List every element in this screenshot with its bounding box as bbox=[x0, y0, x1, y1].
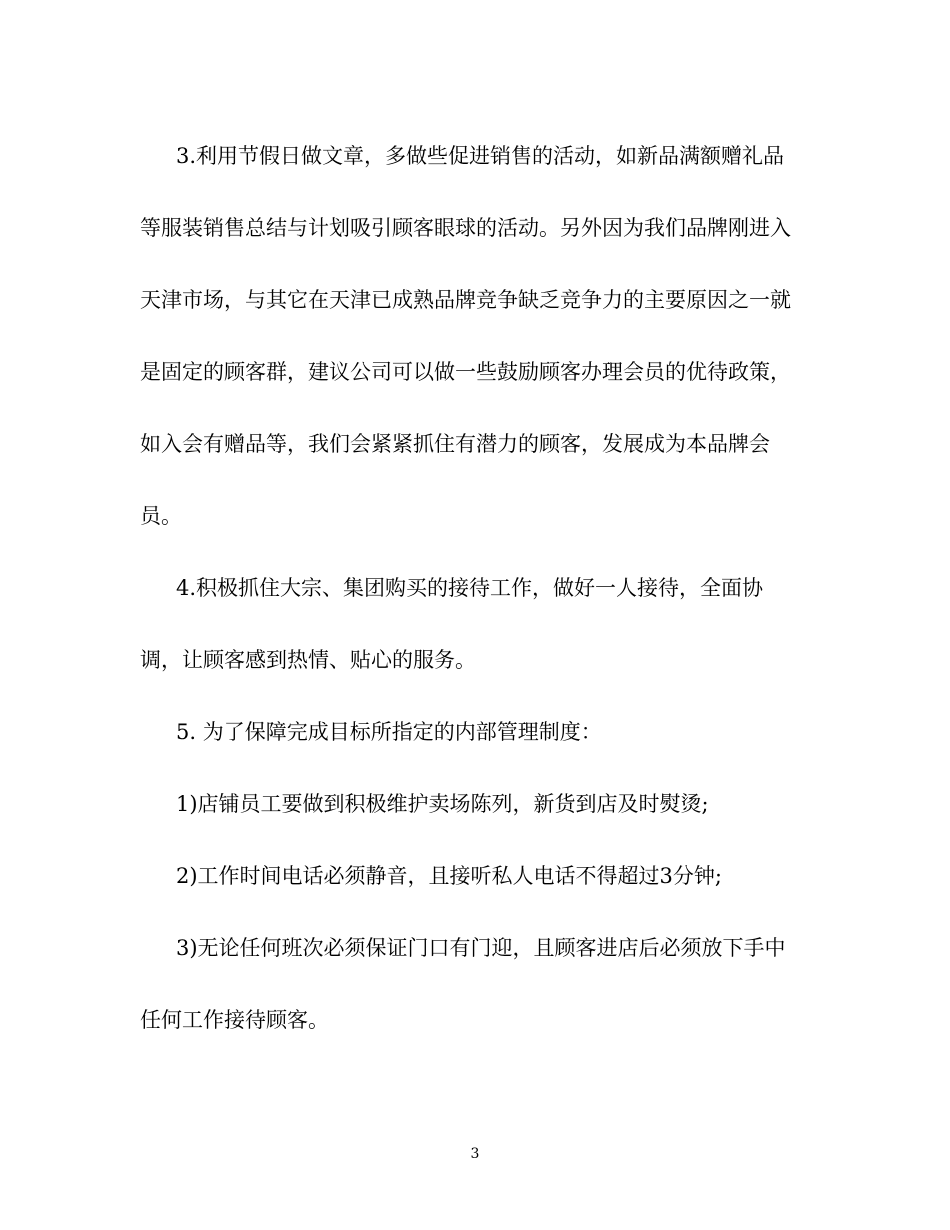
paragraph-5-heading: 5. 为了保障完成目标所指定的内部管理制度： bbox=[176, 720, 602, 744]
paragraph-4-line-1: 4.积极抓住大宗、集团购买的接待工作，做好一人接待，全面协 bbox=[176, 576, 764, 600]
paragraph-3-line-3: 天津市场，与其它在天津已成熟品牌竞争缺乏竞争力的主要原因之一就 bbox=[140, 288, 791, 312]
paragraph-4-line-2: 调，让顾客感到热情、贴心的服务。 bbox=[140, 648, 476, 672]
rule-3-line-2: 任何工作接待顾客。 bbox=[140, 1008, 329, 1032]
rule-1: 1)店铺员工要做到积极维护卖场陈列，新货到店及时熨烫; bbox=[176, 792, 709, 816]
rule-3-line-1: 3)无论任何班次必须保证门口有门迎，且顾客进店后必须放下手中 bbox=[176, 936, 786, 960]
paragraph-3-line-1: 3.利用节假日做文章，多做些促进销售的活动，如新品满额赠礼品 bbox=[176, 144, 785, 168]
paragraph-3-line-5: 如入会有赠品等，我们会紧紧抓住有潜力的顾客，发展成为本品牌会 bbox=[140, 432, 770, 456]
page-number: 3 bbox=[470, 1146, 480, 1162]
paragraph-3-line-6: 员。 bbox=[140, 504, 182, 528]
paragraph-3-line-2: 等服装销售总结与计划吸引顾客眼球的活动。另外因为我们品牌刚进入 bbox=[140, 216, 791, 240]
rule-2: 2)工作时间电话必须静音，且接听私人电话不得超过3分钟; bbox=[176, 864, 722, 888]
paragraph-3-line-4: 是固定的顾客群，建议公司可以做一些鼓励顾客办理会员的优待政策， bbox=[140, 360, 791, 384]
